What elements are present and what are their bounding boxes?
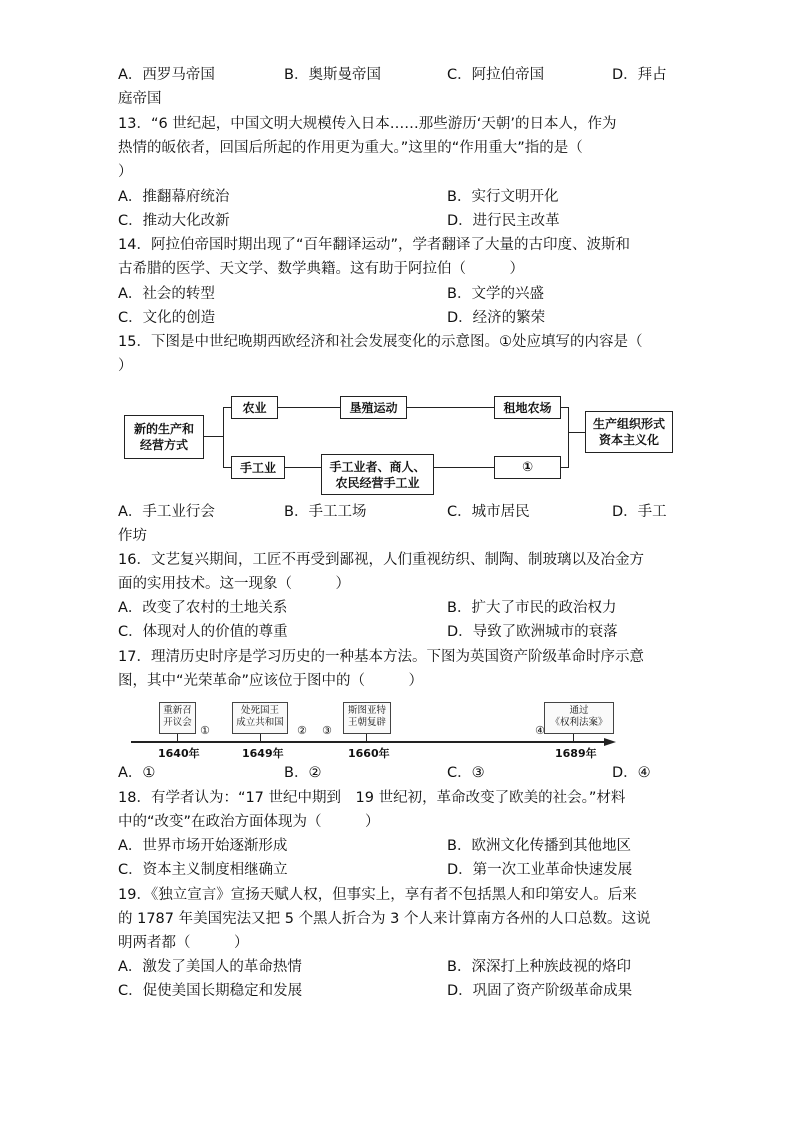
q18-stem-line2: 中的“改变”在政治方面体现为（ ） bbox=[118, 814, 380, 830]
timeline-event-restoration: 斯图亚特 王朝复辟 bbox=[343, 702, 391, 734]
q14-option-a: A．社会的转型 bbox=[118, 286, 215, 302]
diagram-connector bbox=[434, 467, 494, 468]
q19-option-b: B．深深打上种族歧视的烙印 bbox=[447, 959, 631, 975]
q15-option-d: D．手工 bbox=[612, 504, 667, 520]
q15-option-a: A．手工业行会 bbox=[118, 504, 215, 520]
diagram-box-lease-farm: 租地农场 bbox=[494, 396, 561, 419]
q18-option-c: C．资本主义制度相继确立 bbox=[118, 862, 288, 878]
q15-option-c: C．城市居民 bbox=[447, 504, 530, 520]
diagram-connector bbox=[223, 407, 224, 468]
q19-stem-line2: 的 1787 年美国宪法又把 5 个黑人折合为 3 个人来计算南方各州的人口总数。这说 bbox=[118, 911, 651, 927]
q15-option-d-wrap: 作坊 bbox=[118, 528, 147, 544]
q13-stem-line2: 热情的皈依者，回国后所起的作用更为重大。”这里的“作用重大”指的是（ bbox=[118, 140, 583, 156]
timeline-tick bbox=[177, 734, 178, 742]
diagram-connector bbox=[223, 467, 231, 468]
timeline-event-bill-of-rights: 通过 《权利法案》 bbox=[544, 702, 614, 734]
q16-option-a: A．改变了农村的土地关系 bbox=[118, 600, 288, 616]
q13-stem-line3: ） bbox=[118, 164, 133, 180]
q12-option-d: D．拜占 bbox=[612, 67, 667, 83]
q19-stem-line3: 明两者都（ ） bbox=[118, 935, 249, 951]
diagram-box-capitalist: 生产组织形式 资本主义化 bbox=[585, 411, 673, 453]
q13-stem-line1: 13．“6 世纪起，中国文明大规模传入日本……那些游历‘天朝’的日本人，作为 bbox=[118, 116, 617, 132]
q12-option-b: B．奥斯曼帝国 bbox=[284, 67, 381, 83]
diagram-connector bbox=[223, 407, 231, 408]
q14-option-b: B．文学的兴盛 bbox=[447, 286, 544, 302]
q16-stem-line1: 16．文艺复兴期间，工匠不再受到鄙视，人们重视纺织、制陶、制玻璃以及冶金方 bbox=[118, 552, 644, 568]
q16-option-c: C．体现对人的价值的尊重 bbox=[118, 624, 288, 640]
q19-option-c: C．促使美国长期稳定和发展 bbox=[118, 983, 303, 999]
q19-option-d: D．巩固了资产阶级革命成果 bbox=[447, 983, 633, 999]
q19-stem-line1: 19．《独立宣言》宣扬天赋人权，但事实上，享有者不包括黑人和印第安人。后来 bbox=[118, 887, 637, 903]
timeline-marker-3: ③ bbox=[322, 724, 332, 737]
timeline-event-parliament: 重新召 开议会 bbox=[159, 702, 196, 734]
q15-stem-line2: ） bbox=[118, 358, 133, 374]
q16-stem-line2: 面的实用技术。这一现象（ ） bbox=[118, 576, 350, 592]
timeline-marker-2: ② bbox=[297, 724, 307, 737]
timeline-tick bbox=[366, 734, 367, 742]
q17-option-a: A．① bbox=[118, 765, 156, 781]
q15-stem-line1: 15．下图是中世纪晚期西欧经济和社会发展变化的示意图。①处应填写的内容是（ bbox=[118, 334, 643, 350]
q13-option-c: C．推动大化改新 bbox=[118, 213, 230, 229]
q17-option-c: C．③ bbox=[447, 765, 485, 781]
q12-option-c: C．阿拉伯帝国 bbox=[447, 67, 545, 83]
diagram-connector bbox=[285, 467, 321, 468]
q17-stem-line1: 17．理清历史时序是学习历史的一种基本方法。下图为英国资产阶级革命时序示意 bbox=[118, 649, 644, 665]
q12-option-d-wrap: 庭帝国 bbox=[118, 91, 162, 107]
q18-option-b: B．欧洲文化传播到其他地区 bbox=[447, 838, 631, 854]
q16-option-d: D．导致了欧洲城市的衰落 bbox=[447, 624, 618, 640]
q18-option-a: A．世界市场开始逐渐形成 bbox=[118, 838, 288, 854]
diagram-box-new-methods: 新的生产和 经营方式 bbox=[124, 415, 204, 459]
diagram-box-agriculture: 农业 bbox=[231, 396, 278, 419]
timeline-marker-4: ④ bbox=[535, 724, 545, 737]
q14-stem-line2: 古希腊的医学、天文学、数学典籍。这有助于阿拉伯（ ） bbox=[118, 261, 524, 277]
q15-option-b: B．手工工场 bbox=[284, 504, 367, 520]
timeline-year-1640: 1640年 bbox=[158, 747, 200, 760]
q12-option-a: A．西罗马帝国 bbox=[118, 67, 215, 83]
q18-stem-line1: 18．有学者认为：“17 世纪中期到 19 世纪初，革命改变了欧美的社会。”材料 bbox=[118, 790, 626, 806]
q13-option-b: B．实行文明开化 bbox=[447, 189, 559, 205]
timeline-event-republic: 处死国王 成立共和国 bbox=[232, 702, 288, 734]
timeline-tick bbox=[260, 734, 261, 742]
diagram-box-blank-1: ① bbox=[494, 456, 561, 479]
timeline-year-1649: 1649年 bbox=[242, 747, 284, 760]
q14-option-d: D．经济的繁荣 bbox=[447, 310, 546, 326]
q13-option-a: A．推翻幕府统治 bbox=[118, 189, 230, 205]
timeline-arrow-icon bbox=[604, 736, 616, 748]
diagram-box-artisans: 手工业者、商人、 农民经营手工业 bbox=[321, 454, 434, 495]
q13-option-d: D．进行民主改革 bbox=[447, 213, 560, 229]
timeline-year-1660: 1660年 bbox=[348, 747, 390, 760]
q17-option-b: B．② bbox=[284, 765, 322, 781]
timeline-axis bbox=[131, 741, 607, 743]
q16-option-b: B．扩大了市民的政治权力 bbox=[447, 600, 617, 616]
diagram-connector bbox=[407, 407, 494, 408]
q17-option-d: D．④ bbox=[612, 765, 651, 781]
q17-stem-line2: 图，其中“光荣革命”应该位于图中的（ ） bbox=[118, 673, 424, 689]
q19-option-a: A．激发了美国人的革命热情 bbox=[118, 959, 302, 975]
timeline-marker-1: ① bbox=[200, 724, 210, 737]
q14-stem-line1: 14．阿拉伯帝国时期出现了“百年翻译运动”，学者翻译了大量的古印度、波斯和 bbox=[118, 237, 630, 253]
diagram-connector bbox=[568, 432, 585, 433]
diagram-box-handicraft: 手工业 bbox=[231, 456, 285, 479]
timeline-tick bbox=[573, 734, 574, 742]
diagram-connector bbox=[568, 407, 569, 468]
timeline-year-1689: 1689年 bbox=[555, 747, 597, 760]
diagram-connector bbox=[204, 436, 224, 437]
diagram-box-reclamation: 垦殖运动 bbox=[340, 396, 407, 419]
q14-option-c: C．文化的创造 bbox=[118, 310, 216, 326]
q18-option-d: D．第一次工业革命快速发展 bbox=[447, 862, 633, 878]
diagram-connector bbox=[278, 407, 340, 408]
